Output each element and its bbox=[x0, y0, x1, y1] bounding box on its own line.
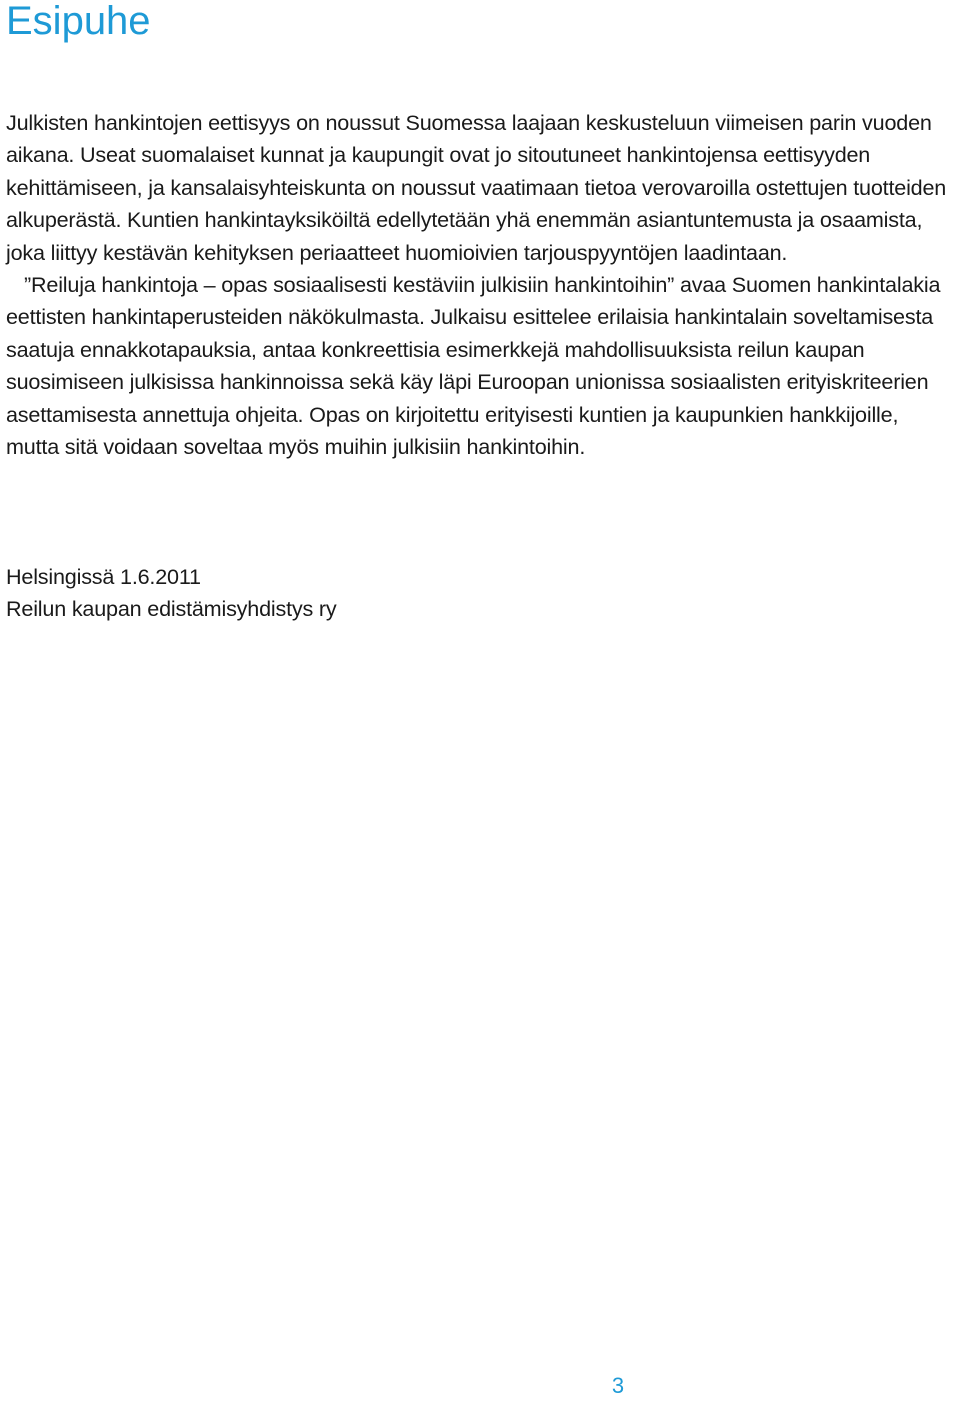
page-title: Esipuhe bbox=[6, 0, 151, 43]
body-text bbox=[6, 107, 956, 463]
signature-place-date: Helsingissä 1.6.2011 bbox=[6, 564, 201, 589]
page-number: 3 bbox=[611, 1373, 625, 1398]
paragraph-guide: ”Reiluja hankintoja – opas sosiaalisesti kestäviin julkisiin hankintoihin” avaa Suomen hankintalakia eettisten hankintaperusteiden näkökulmasta. Julkaisu esittelee erilaisia hankintalain soveltamisesta saatuja ennakkotapauksia, antaa konkreettisia esimerkkejä mahdollisuuksista reilun kaupan suosimiseen julkisissa hankinnoissa sekä käy läpi Euroopan unionissa sosiaalisten erityiskriteerien asettamisesta annettuja ohjeita. Opas on kirjoitettu erityisesti kuntien ja kaupunkien hankkijoille, mutta sitä voidaan soveltaa myös muihin julkisiin hankintoihin. bbox=[6, 272, 941, 460]
signature-block bbox=[6, 561, 336, 626]
paragraph-intro: Julkisten hankintojen eettisyys on noussut Suomessa laajaan keskusteluun viimeisen parin vuoden aikana. Useat suomalaiset kunnat ja kaupungit ovat jo sitoutuneet hankintojensa eettisyyden kehittämiseen, ja kansalaisyhteiskunta on noussut vaatimaan tietoa verovaroilla ostettujen tuotteiden alkuperästä. Kuntien hankintayksiköiltä edellytetään yhä enemmän asiantuntemusta ja osaamista, joka liittyy kestävän kehityksen periaatteet huomioivien tarjouspyyntöjen laadintaan. bbox=[6, 110, 947, 265]
signature-organization: Reilun kaupan edistämisyhdistys ry bbox=[6, 596, 337, 622]
